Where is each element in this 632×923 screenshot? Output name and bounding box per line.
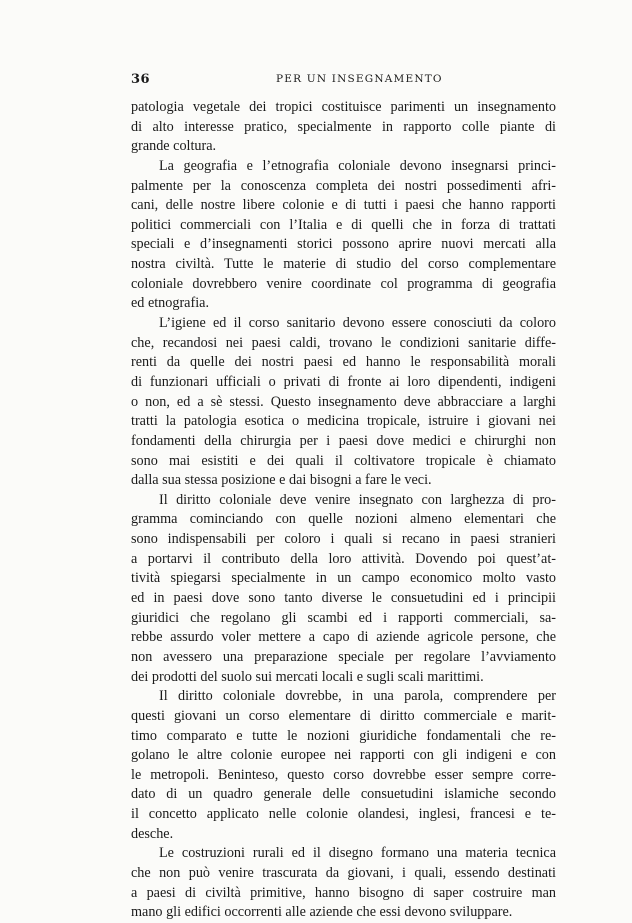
paragraph bbox=[131, 157, 556, 314]
text-line: coloniale dovrebbero venire coordinate col programma di geografia bbox=[131, 275, 556, 292]
running-head: PER UN INSEGNAMENTO bbox=[276, 73, 443, 85]
text-line: dalla sua stessa posizione e dai bisogni a fare le veci. bbox=[131, 472, 432, 489]
text-line: mano gli edifici occorrenti alle aziende che essi devono sviluppare. bbox=[131, 904, 513, 921]
text-line: questi giovani un corso elementare di diritto commerciale e marit- bbox=[131, 707, 556, 724]
text-line: L’igiene ed il corso sanitario devono essere conosciuti da coloro bbox=[159, 315, 556, 332]
text-line: le metropoli. Beninteso, questo corso dovrebbe esser sempre corre- bbox=[131, 766, 556, 783]
text-line: sono indispensabili per coloro i quali si recano in paesi stranieri bbox=[131, 531, 556, 548]
body-text bbox=[131, 98, 556, 923]
text-line: desche. bbox=[131, 825, 174, 842]
text-line: golano le altre colonie europee nei rapporti con gli indigeni e con bbox=[131, 747, 556, 764]
text-line: renti da quelle dei nostri paesi ed hanno le responsabilità morali bbox=[131, 354, 556, 371]
paragraph bbox=[131, 491, 556, 687]
text-line: ed in paesi dove sono tanto diverse le consuetudini ed i principii bbox=[131, 590, 556, 607]
text-line: di alto interesse pratico, specialmente in rapporto colle piante di bbox=[131, 118, 556, 135]
text-line: cani, delle nostre libere colonie e di tutti i paesi che hanno rapporti bbox=[131, 197, 556, 214]
text-line: a paesi di civiltà primitive, hanno bisogno di saper costruire man bbox=[131, 884, 556, 901]
text-line: che, recandosi nei paesi caldi, trovano le condizioni sanitarie diffe- bbox=[131, 334, 556, 351]
text-line: politici commerciali con l’Italia e di quelli che in forza di trattati bbox=[131, 216, 556, 233]
page-header bbox=[131, 72, 556, 90]
paragraph bbox=[131, 687, 556, 844]
text-line: il concetto applicato nelle colonie olandesi, inglesi, francesi e te- bbox=[131, 806, 556, 823]
text-line: dei prodotti del suolo sui mercati locali e sugli scali marittimi. bbox=[131, 668, 484, 685]
text-line: rebbe assurdo voler mettere a capo di aziende agricole persone, che bbox=[131, 629, 556, 646]
page-number: 36 bbox=[131, 72, 151, 87]
text-line: di funzionari ufficiali o privati di fronte ai loro dipendenti, indigeni bbox=[131, 373, 556, 390]
text-line: dato di un quadro generale delle consuetudini islamiche secondo bbox=[131, 786, 556, 803]
text-line: o non, ed a sè stessi. Questo insegnamento deve abbracciare a larghi bbox=[131, 393, 556, 410]
text-line: tratti la patologia esotica o medicina tropicale, istruire i giovani nei bbox=[131, 413, 556, 430]
paragraph bbox=[131, 98, 556, 157]
text-line: a portarvi il contributo della loro attività. Dovendo poi quest’at- bbox=[131, 550, 556, 567]
text-line: non avessero una preparazione speciale per regolare l’avviamento bbox=[131, 648, 556, 665]
text-line: Il diritto coloniale deve venire insegnato con larghezza di pro- bbox=[159, 491, 556, 508]
text-line: tività spiegarsi specialmente in un campo economico molto vasto bbox=[131, 570, 556, 587]
text-line: nostra civiltà. Tutte le materie di studio del corso complementare bbox=[131, 256, 556, 273]
text-line: patologia vegetale dei tropici costituisce parimenti un insegnamento bbox=[131, 99, 556, 115]
text-line: Le costruzioni rurali ed il disegno formano una materia tecnica bbox=[159, 845, 556, 862]
text-line: giuridici che regolano gli scambi ed i rapporti commerciali, sa- bbox=[131, 609, 556, 626]
text-line: fondamenti della chirurgia per i paesi dove medici e chirurghi non bbox=[131, 432, 556, 449]
text-line: Il diritto coloniale dovrebbe, in una parola, comprendere per bbox=[159, 688, 556, 705]
text-line: La geografia e l’etnografia coloniale devono insegnarsi princi- bbox=[159, 157, 556, 174]
text-line: palmente per la conoscenza completa dei nostri possedimenti afri- bbox=[131, 177, 556, 194]
text-line: gramma cominciando con quelle nozioni almeno elementari che bbox=[131, 511, 556, 528]
text-line: sono mai esistiti e dei quali il coltivatore tropicale è chiamato bbox=[131, 452, 556, 469]
text-line: che non può venire trascurata da giovani, i quali, essendo destinati bbox=[131, 864, 556, 881]
paragraph bbox=[131, 844, 556, 923]
text-line: timo comparato e tutte le nozioni giuridiche fondamentali che re- bbox=[131, 727, 556, 744]
text-line: speciali e d’insegnamenti storici possono aprire nuovi mercati alla bbox=[131, 236, 556, 253]
text-line: grande coltura. bbox=[131, 138, 217, 155]
text-line: ed etnografia. bbox=[131, 295, 209, 312]
paragraph bbox=[131, 314, 556, 491]
